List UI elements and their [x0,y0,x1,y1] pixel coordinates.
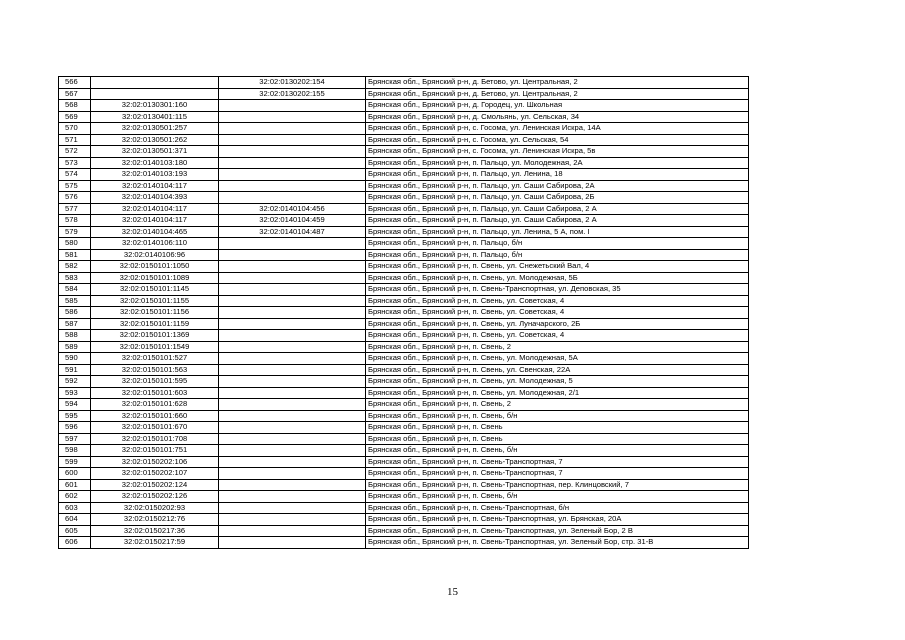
address-cell: Брянская обл., Брянский р-н, п. Свень, б/н [366,445,749,457]
table-row [59,318,749,330]
address-cell: Брянская обл., Брянский р-н, п. Свень, ул. Молодежная, 2/1 [366,387,749,399]
related-cadastral-number-cell [219,146,366,158]
cadastral-number-cell: 32:02:0130501:371 [91,146,219,158]
row-number-cell: 571 [59,134,91,146]
row-number-cell: 567 [59,88,91,100]
cadastral-number-cell: 32:02:0150101:1549 [91,341,219,353]
row-number-cell: 570 [59,123,91,135]
address-cell: Брянская обл., Брянский р-н, п. Свень, ул. Советская, 4 [366,307,749,319]
row-number-cell: 597 [59,433,91,445]
cadastral-number-cell: 32:02:0130501:262 [91,134,219,146]
row-number-cell: 569 [59,111,91,123]
row-number-cell: 568 [59,100,91,112]
cadastral-number-cell: 32:02:0150101:1155 [91,295,219,307]
cadastral-number-cell [91,88,219,100]
address-cell: Брянская обл., Брянский р-н, п. Пальцо, б/н [366,238,749,250]
related-cadastral-number-cell [219,318,366,330]
table-row [59,77,749,89]
row-number-cell: 587 [59,318,91,330]
row-number-cell: 598 [59,445,91,457]
address-cell: Брянская обл., Брянский р-н, с. Госома, ул. Ленинская Искра, 5в [366,146,749,158]
related-cadastral-number-cell [219,123,366,135]
related-cadastral-number-cell [219,399,366,411]
cadastral-number-cell: 32:02:0140104:393 [91,192,219,204]
row-number-cell: 590 [59,353,91,365]
related-cadastral-number-cell [219,445,366,457]
address-cell: Брянская обл., Брянский р-н, п. Свень-Транспортная, 7 [366,468,749,480]
table-row [59,249,749,261]
row-number-cell: 582 [59,261,91,273]
address-cell: Брянская обл., Брянский р-н, п. Пальцо, ул. Ленина, 18 [366,169,749,181]
cadastral-number-cell: 32:02:0150202:107 [91,468,219,480]
cadastral-number-cell: 32:02:0140106:96 [91,249,219,261]
address-cell: Брянская обл., Брянский р-н, п. Свень, б/н [366,491,749,503]
row-number-cell: 593 [59,387,91,399]
address-cell: Брянская обл., Брянский р-н, п. Пальцо, б/н [366,249,749,261]
cadastral-number-cell: 32:02:0140104:117 [91,215,219,227]
address-cell: Брянская обл., Брянский р-н, п. Свень-Транспортная, ул. Деповская, 35 [366,284,749,296]
related-cadastral-number-cell [219,100,366,112]
row-number-cell: 592 [59,376,91,388]
row-number-cell: 606 [59,537,91,549]
cadastral-number-cell: 32:02:0150101:527 [91,353,219,365]
cadastral-number-cell: 32:02:0150101:1145 [91,284,219,296]
table-row [59,203,749,215]
table-row [59,307,749,319]
table-row [59,514,749,526]
table-row [59,146,749,158]
address-cell: Брянская обл., Брянский р-н, п. Свень-Транспортная, 7 [366,456,749,468]
cadastral-number-cell: 32:02:0150101:670 [91,422,219,434]
table-row [59,479,749,491]
address-cell: Брянская обл., Брянский р-н, д. Смольянь, ул. Сельская, 34 [366,111,749,123]
cadastral-number-cell: 32:02:0150101:1156 [91,307,219,319]
address-cell: Брянская обл., Брянский р-н, п. Свень, ул. Советская, 4 [366,295,749,307]
row-number-cell: 605 [59,525,91,537]
related-cadastral-number-cell: 32:02:0140104:459 [219,215,366,227]
related-cadastral-number-cell [219,514,366,526]
row-number-cell: 594 [59,399,91,411]
cadastral-number-cell: 32:02:0150101:708 [91,433,219,445]
table-row [59,410,749,422]
row-number-cell: 579 [59,226,91,238]
table-row [59,502,749,514]
table-row [59,192,749,204]
table-row [59,468,749,480]
related-cadastral-number-cell [219,410,366,422]
address-cell: Брянская обл., Брянский р-н, п. Свень, ул. Советская, 4 [366,330,749,342]
cadastral-number-cell: 32:02:0140103:180 [91,157,219,169]
related-cadastral-number-cell [219,502,366,514]
related-cadastral-number-cell [219,422,366,434]
table-row [59,157,749,169]
table-row [59,387,749,399]
address-cell: Брянская обл., Брянский р-н, п. Свень-Транспортная, пер. Клинцовский, 7 [366,479,749,491]
table-row [59,111,749,123]
related-cadastral-number-cell: 32:02:0130202:155 [219,88,366,100]
row-number-cell: 573 [59,157,91,169]
cadastral-number-cell: 32:02:0150101:628 [91,399,219,411]
address-cell: Брянская обл., Брянский р-н, п. Свень, 2 [366,341,749,353]
cadastral-number-cell: 32:02:0150217:59 [91,537,219,549]
related-cadastral-number-cell [219,238,366,250]
cadastral-number-cell: 32:02:0150101:1369 [91,330,219,342]
cadastral-number-cell: 32:02:0140104:117 [91,180,219,192]
table-row [59,238,749,250]
table-row [59,433,749,445]
related-cadastral-number-cell [219,330,366,342]
related-cadastral-number-cell [219,364,366,376]
table-row [59,284,749,296]
row-number-cell: 580 [59,238,91,250]
address-cell: Брянская обл., Брянский р-н, д. Бетово, ул. Центральная, 2 [366,77,749,89]
related-cadastral-number-cell [219,157,366,169]
address-cell: Брянская обл., Брянский р-н, п. Свень, б/н [366,410,749,422]
address-cell: Брянская обл., Брянский р-н, п. Пальцо, ул. Саши Сабирова, 2 А [366,215,749,227]
related-cadastral-number-cell [219,433,366,445]
address-cell: Брянская обл., Брянский р-н, п. Свень, 2 [366,399,749,411]
table-row [59,525,749,537]
table-row [59,295,749,307]
related-cadastral-number-cell [219,456,366,468]
table-row [59,491,749,503]
table-row [59,180,749,192]
cadastral-number-cell: 32:02:0150101:563 [91,364,219,376]
row-number-cell: 589 [59,341,91,353]
related-cadastral-number-cell [219,134,366,146]
row-number-cell: 601 [59,479,91,491]
related-cadastral-number-cell [219,307,366,319]
cadastral-number-cell: 32:02:0150101:1159 [91,318,219,330]
table-row [59,399,749,411]
related-cadastral-number-cell: 32:02:0140104:456 [219,203,366,215]
related-cadastral-number-cell [219,525,366,537]
address-cell: Брянская обл., Брянский р-н, п. Пальцо, ул. Ленина, 5 А, пом. I [366,226,749,238]
cadastral-number-cell: 32:02:0150101:660 [91,410,219,422]
cadastral-number-cell: 32:02:0150202:106 [91,456,219,468]
address-cell: Брянская обл., Брянский р-н, п. Пальцо, ул. Саши Сабирова, 2А [366,180,749,192]
row-number-cell: 581 [59,249,91,261]
cadastral-number-cell: 32:02:0150101:1089 [91,272,219,284]
address-cell: Брянская обл., Брянский р-н, д. Бетово, ул. Центральная, 2 [366,88,749,100]
row-number-cell: 585 [59,295,91,307]
address-cell: Брянская обл., Брянский р-н, п. Свень, ул. Снежетьский Вал, 4 [366,261,749,273]
row-number-cell: 591 [59,364,91,376]
row-number-cell: 595 [59,410,91,422]
cadastral-number-cell: 32:02:0150202:126 [91,491,219,503]
address-cell: Брянская обл., Брянский р-н, п. Свень-Транспортная, б/н [366,502,749,514]
cadastral-number-cell: 32:02:0140106:110 [91,238,219,250]
related-cadastral-number-cell [219,249,366,261]
page-number: 15 [447,586,458,598]
cadastral-number-cell: 32:02:0140103:193 [91,169,219,181]
related-cadastral-number-cell [219,192,366,204]
cadastral-number-cell: 32:02:0140104:465 [91,226,219,238]
table-row [59,445,749,457]
cadastral-number-cell: 32:02:0150217:36 [91,525,219,537]
address-cell: Брянская обл., Брянский р-н, п. Свень, ул. Свенская, 22А [366,364,749,376]
row-number-cell: 572 [59,146,91,158]
row-number-cell: 603 [59,502,91,514]
cadastral-number-cell: 32:02:0150212:76 [91,514,219,526]
row-number-cell: 576 [59,192,91,204]
table-row [59,123,749,135]
address-cell: Брянская обл., Брянский р-н, п. Свень-Транспортная, ул. Зеленый Бор, стр. 31-В [366,537,749,549]
address-cell: Брянская обл., Брянский р-н, п. Свень-Транспортная, ул. Зеленый Бор, 2 В [366,525,749,537]
row-number-cell: 566 [59,77,91,89]
address-cell: Брянская обл., Брянский р-н, п. Свень, ул. Молодежная, 5А [366,353,749,365]
related-cadastral-number-cell [219,468,366,480]
cadastral-number-cell [91,77,219,89]
related-cadastral-number-cell: 32:02:0130202:154 [219,77,366,89]
row-number-cell: 577 [59,203,91,215]
row-number-cell: 596 [59,422,91,434]
table-row [59,330,749,342]
related-cadastral-number-cell [219,537,366,549]
row-number-cell: 599 [59,456,91,468]
property-register-table [58,76,749,549]
cadastral-number-cell: 32:02:0150101:603 [91,387,219,399]
cadastral-number-cell: 32:02:0150101:1050 [91,261,219,273]
address-cell: Брянская обл., Брянский р-н, с. Госома, ул. Сельская, 54 [366,134,749,146]
related-cadastral-number-cell [219,261,366,273]
address-cell: Брянская обл., Брянский р-н, п. Пальцо, ул. Молодежная, 2А [366,157,749,169]
related-cadastral-number-cell [219,295,366,307]
address-cell: Брянская обл., Брянский р-н, п. Пальцо, ул. Саши Сабирова, 2 А [366,203,749,215]
row-number-cell: 604 [59,514,91,526]
cadastral-number-cell: 32:02:0130301:160 [91,100,219,112]
address-cell: Брянская обл., Брянский р-н, д. Городец, ул. Школьная [366,100,749,112]
table-body [59,77,749,549]
cadastral-number-cell: 32:02:0130401:115 [91,111,219,123]
table-row [59,456,749,468]
cadastral-number-cell: 32:02:0140104:117 [91,203,219,215]
table-row [59,364,749,376]
related-cadastral-number-cell [219,284,366,296]
table-row [59,376,749,388]
row-number-cell: 578 [59,215,91,227]
related-cadastral-number-cell [219,376,366,388]
cadastral-number-cell: 32:02:0130501:257 [91,123,219,135]
table-row [59,272,749,284]
row-number-cell: 575 [59,180,91,192]
table-row [59,341,749,353]
address-cell: Брянская обл., Брянский р-н, п. Свень, ул. Луначарского, 2Б [366,318,749,330]
row-number-cell: 574 [59,169,91,181]
table-row [59,215,749,227]
related-cadastral-number-cell [219,479,366,491]
related-cadastral-number-cell [219,272,366,284]
row-number-cell: 584 [59,284,91,296]
row-number-cell: 586 [59,307,91,319]
table-row [59,88,749,100]
row-number-cell: 600 [59,468,91,480]
related-cadastral-number-cell: 32:02:0140104:487 [219,226,366,238]
address-cell: Брянская обл., Брянский р-н, п. Свень-Транспортная, ул. Брянская, 20А [366,514,749,526]
address-cell: Брянская обл., Брянский р-н, п. Свень [366,433,749,445]
related-cadastral-number-cell [219,180,366,192]
table-row [59,169,749,181]
related-cadastral-number-cell [219,353,366,365]
table-row [59,353,749,365]
table-row [59,134,749,146]
related-cadastral-number-cell [219,111,366,123]
cadastral-number-cell: 32:02:0150101:595 [91,376,219,388]
table-row [59,537,749,549]
table-row [59,100,749,112]
cadastral-number-cell: 32:02:0150101:751 [91,445,219,457]
related-cadastral-number-cell [219,387,366,399]
related-cadastral-number-cell [219,341,366,353]
table-row [59,226,749,238]
table-row [59,261,749,273]
row-number-cell: 602 [59,491,91,503]
cadastral-number-cell: 32:02:0150202:93 [91,502,219,514]
row-number-cell: 583 [59,272,91,284]
address-cell: Брянская обл., Брянский р-н, п. Пальцо, ул. Саши Сабирова, 2Б [366,192,749,204]
address-cell: Брянская обл., Брянский р-н, п. Свень, ул. Молодежная, 5Б [366,272,749,284]
address-cell: Брянская обл., Брянский р-н, п. Свень [366,422,749,434]
related-cadastral-number-cell [219,491,366,503]
address-cell: Брянская обл., Брянский р-н, с. Госома, ул. Ленинская Искра, 14А [366,123,749,135]
row-number-cell: 588 [59,330,91,342]
table-row [59,422,749,434]
address-cell: Брянская обл., Брянский р-н, п. Свень, ул. Молодежная, 5 [366,376,749,388]
cadastral-number-cell: 32:02:0150202:124 [91,479,219,491]
related-cadastral-number-cell [219,169,366,181]
